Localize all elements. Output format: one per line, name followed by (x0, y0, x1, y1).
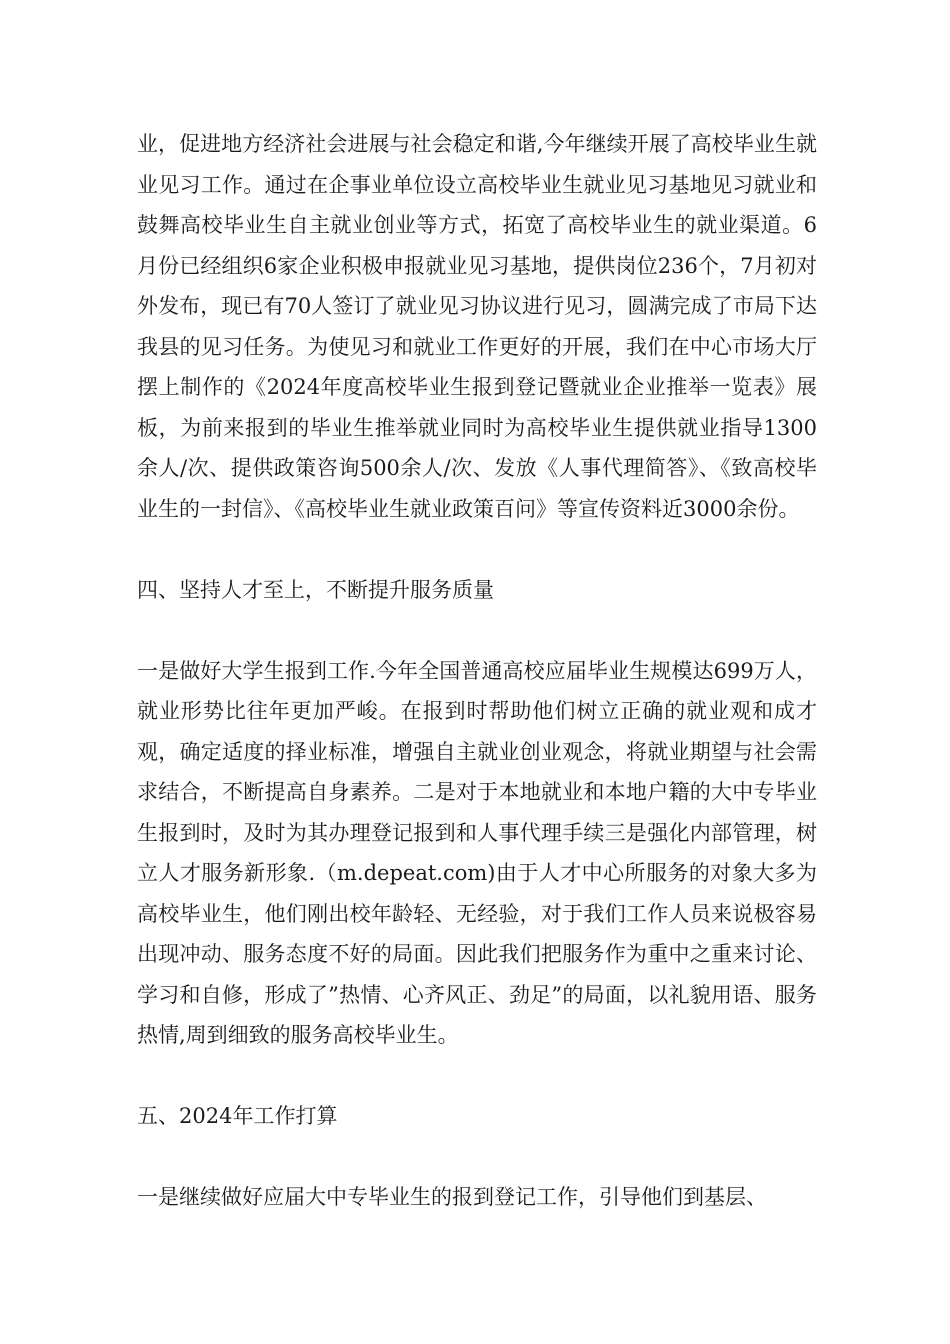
paragraph-gap (137, 529, 817, 570)
document-body (137, 124, 817, 1218)
paragraph-service-quality: 一是做好大学生报到工作.今年全国普通高校应届毕业生规模达699万人，就业形势比往年更加严峻。在报到时帮助他们树立正确的就业观和成才观，确定适度的择业标准，增强自主就业创业观念，将就业期望与社会需求结合，不断提高自身素养。二是对于本地就业和本地户籍的大中专毕业生报到时，及时为其办理登记报到和人事代理手续三是强化内部管理，树立人才服务新形象.（m.depeat.com)由于人才中心所服务的对象大多为高校毕业生，他们刚出校年龄轻、无经验，对于我们工作人员来说极容易出现冲动、服务态度不好的局面。因此我们把服务作为重中之重来讨论、学习和自修，形成了”热情、心齐风正、劲足”的局面，以礼貌用语、服务热情,周到细致的服务高校毕业生。 (137, 658, 817, 1047)
paragraph-gap (137, 610, 817, 651)
paragraph-employment-internship: 业，促进地方经济社会进展与社会稳定和谐,今年继续开展了高校毕业生就业见习工作。通过在企事业单位设立高校毕业生就业见习基地见习就业和鼓舞高校毕业生自主就业创业等方式，拓宽了高校毕业生的就业渠道。6月份已经组织6家企业积极申报就业见习基地，提供岗位236个，7月初对外发布，现已有70人签订了就业见习协议进行见习，圆满完成了市局下达我县的见习任务。为使见习和就业工作更好的开展，我们在中心市场大厅摆上制作的《2024年度高校毕业生报到登记暨就业企业推举一览表》展板，为前来报到的毕业生推举就业同时为高校毕业生提供就业指导1300余人/次、提供政策咨询500余人/次、发放《人事代理简答》、《致高校毕业生的一封信》、《高校毕业生就业政策百问》等宣传资料近3000余份。 (137, 132, 817, 521)
paragraph-gap (137, 1056, 817, 1097)
section-heading-4: 四、坚持人才至上，不断提升服务质量 (137, 577, 494, 602)
section-heading-5: 五、2024年工作打算 (137, 1104, 338, 1128)
paragraph-work-plan: 一是继续做好应届大中专毕业生的报到登记工作，引导他们到基层、 (137, 1185, 767, 1209)
paragraph-gap (137, 1137, 817, 1178)
